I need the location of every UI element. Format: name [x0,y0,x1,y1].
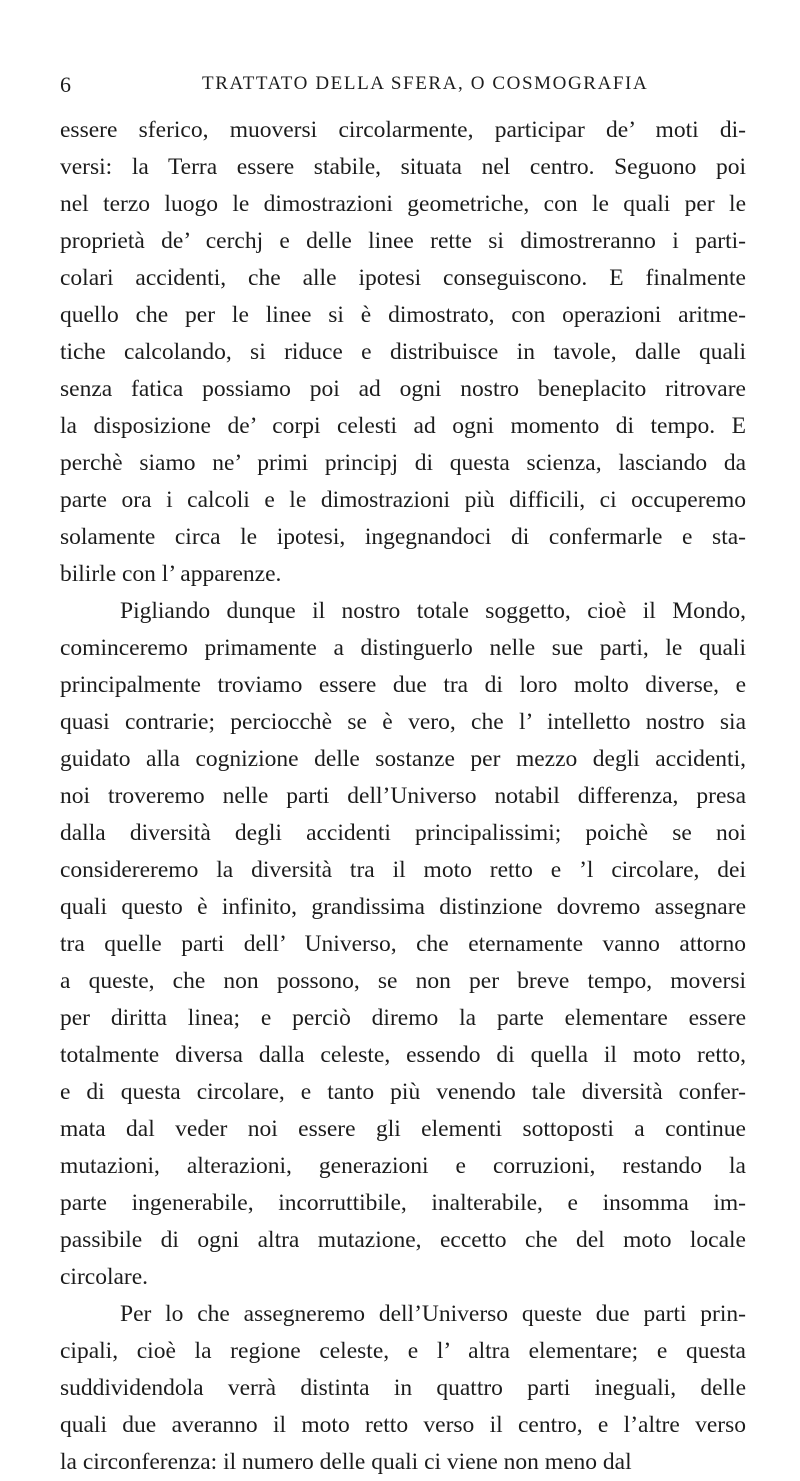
text-line: passibile di ogni altra mutazione, eccetto che del moto locale [60,1227,746,1253]
text-line: Per lo che assegneremo dell’Universo queste due parti prin- [120,1301,746,1327]
paragraph [60,593,746,1296]
text-line: a queste, che non possono, se non per breve tempo, moversi [60,968,746,994]
text-line: tiche calcolando, si riduce e distribuisce in tavole, dalle quali [60,339,746,365]
text-line: considereremo la diversità tra il moto retto e ’l circolare, dei [60,857,746,883]
text-line: tra quelle parti dell’ Universo, che eternamente vanno attorno [60,931,746,957]
text-line: mutazioni, alterazioni, generazioni e corruzioni, restando la [60,1153,746,1179]
text-line: cominceremo primamente a distinguerlo nelle sue parti, le quali [60,635,746,661]
text-line: parte ora i calcoli e le dimostrazioni più difficili, ci occuperemo [60,487,746,513]
text-line: quasi contrarie; perciocchè se è vero, che l’ intelletto nostro sia [60,709,746,735]
text-line: nel terzo luogo le dimostrazioni geometriche, con le quali per le [60,191,746,217]
text-line: quello che per le linee si è dimostrato, con operazioni aritme- [60,302,746,328]
text-line: versi: la Terra essere stabile, situata nel centro. Seguono poi [60,154,746,180]
text-line: cipali, cioè la regione celeste, e l’ altra elementare; e questa [60,1338,746,1364]
text-line: e di questa circolare, e tanto più venendo tale diversità confer- [60,1079,746,1105]
text-line: quali due averanno il moto retto verso il centro, e l’altre verso [60,1412,746,1438]
text-line: parte ingenerabile, incorruttibile, inalterabile, e insomma im- [60,1190,746,1216]
text-line: principalmente troviamo essere due tra di loro molto diverse, e [60,672,746,698]
text-line: dalla diversità degli accidenti principalissimi; poichè se noi [60,820,746,846]
text-line: perchè siamo ne’ primi principj di questa scienza, lasciando da [60,450,746,476]
text-line: totalmente diversa dalla celeste, essendo di quella il moto retto, [60,1042,746,1068]
text-line: circolare. [60,1264,149,1290]
text-line: noi troveremo nelle parti dell’Universo notabil differenza, presa [60,783,746,809]
paragraph [60,1296,746,1481]
text-line: la circonferenza: il numero delle quali ci viene non meno dal [60,1449,632,1475]
text-line: essere sferico, muoversi circolarmente, participar de’ moti di- [60,117,746,143]
text-line: senza fatica possiamo poi ad ogni nostro beneplacito ritrovare [60,376,746,402]
text-line: Pigliando dunque il nostro totale soggetto, cioè il Mondo, [120,598,746,624]
page-number: 6 [60,72,71,97]
text-line: per diritta linea; e perciò diremo la parte elementare essere [60,1005,746,1031]
page-header [60,72,740,102]
text-line: quali questo è infinito, grandissima distinzione dovremo assegnare [60,894,746,920]
text-line: la disposizione de’ corpi celesti ad ogni momento di tempo. E [60,413,746,439]
text-line: solamente circa le ipotesi, ingegnandoci di confermarle e sta- [60,524,746,550]
paragraph [60,112,746,593]
text-line: colari accidenti, che alle ipotesi conseguiscono. E finalmente [60,265,746,291]
text-line: guidato alla cognizione delle sostanze per mezzo degli accidenti, [60,746,746,772]
text-line: bilirle con l’ apparenze. [60,561,282,587]
text-line: mata dal veder noi essere gli elementi sottoposti a continue [60,1116,746,1142]
running-head: TRATTATO DELLA SFERA, O COSMOGRAFIA [202,73,649,94]
body-text [60,112,746,1481]
text-line: proprietà de’ cerchj e delle linee rette si dimostreranno i parti- [60,228,746,254]
text-line: suddividendola verrà distinta in quattro parti ineguali, delle [60,1375,746,1401]
